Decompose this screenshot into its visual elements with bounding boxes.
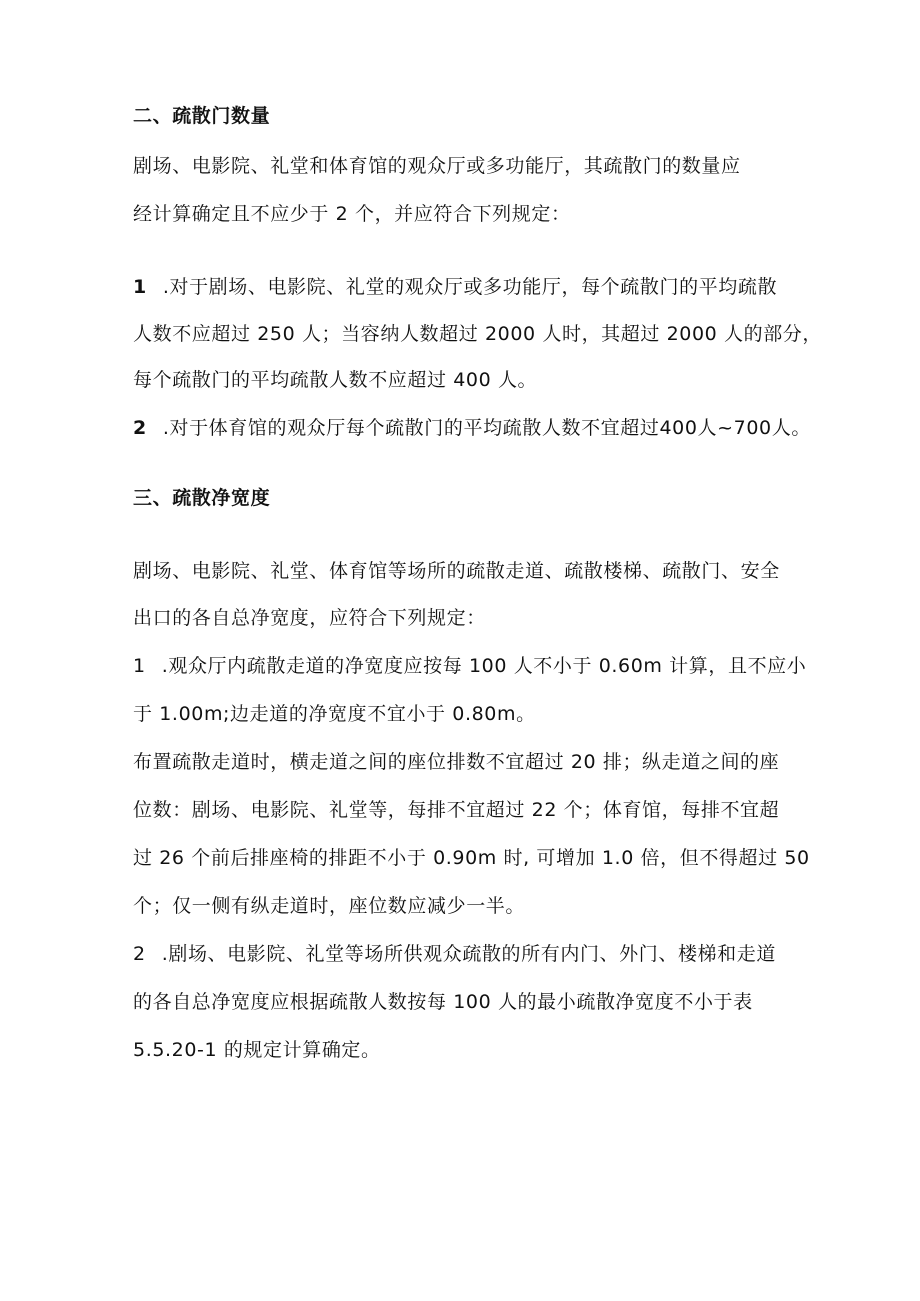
section2-intro-line2: 经计算确定且不应少于 2 个，并应符合下列规定：: [133, 203, 571, 225]
section3-item2-number: 2: [133, 943, 146, 965]
section2-item1-line1: [133, 275, 777, 299]
section2-item1-text1: .对于剧场、电影院、礼堂的观众厅或多功能厅，每个疏散门的平均疏散: [162, 276, 778, 298]
section3-para-line2: 位数：剧场、电影院、礼堂等，每排不宜超过 22 个；体育馆，每排不宜超: [133, 799, 780, 821]
section2-item2-number: 2: [133, 417, 147, 439]
section3-para-line1: 布置疏散走道时，横走道之间的座位排数不宜超过 20 排；纵走道之间的座: [133, 751, 780, 773]
section2-item1-number: 1: [133, 276, 147, 298]
section-heading-evacuation-clear-width: 三、疏散净宽度: [133, 487, 271, 509]
section3-para-line3: 过 26 个前后排座椅的排距不小于 0.90m 时, 可增加 1.0 倍，但不得超过 50: [133, 847, 810, 869]
section2-item1-line3: 每个疏散门的平均疏散人数不应超过 400 人。: [133, 369, 538, 391]
section3-item2-text1: .剧场、电影院、礼堂等场所供观众疏散的所有内门、外门、楼梯和走道: [161, 943, 776, 965]
section3-item1-text1: .观众厅内疏散走道的净宽度应按每 100 人不小于 0.60m 计算，且不应小: [161, 655, 807, 677]
section3-item2-line3: 5.5.20-1 的规定计算确定。: [133, 1039, 381, 1061]
section3-para-line4: 个；仅一侧有纵走道时，座位数应减少一半。: [133, 895, 526, 917]
section3-item1-line1: [133, 654, 806, 678]
section3-item2-line2: 的各自总净宽度应根据疏散人数按每 100 人的最小疏散净宽度不小于表: [133, 991, 753, 1013]
section3-intro-line2: 出口的各自总净宽度，应符合下列规定：: [133, 607, 486, 629]
section3-intro-line1: 剧场、电影院、礼堂、体育馆等场所的疏散走道、疏散楼梯、疏散门、安全: [133, 560, 780, 582]
section3-item2-line1: [133, 942, 776, 966]
section3-item1-line2: 于 1.00m;边走道的净宽度不宜小于 0.80m。: [133, 703, 536, 725]
section2-item1-line2: 人数不应超过 250 人；当容纳人数超过 2000 人时，其超过 2000 人的部分，: [133, 323, 823, 345]
section2-intro-line1: 剧场、电影院、礼堂和体育馆的观众厅或多功能厅，其疏散门的数量应: [133, 155, 741, 177]
section2-item2-text1: .对于体育馆的观众厅每个疏散门的平均疏散人数不宜超过400人~700人。: [162, 417, 811, 439]
section-heading-evacuation-door-count: 二、疏散门数量: [133, 105, 271, 127]
section3-item1-number: 1: [133, 655, 146, 677]
section2-item2-line1: [133, 416, 811, 440]
